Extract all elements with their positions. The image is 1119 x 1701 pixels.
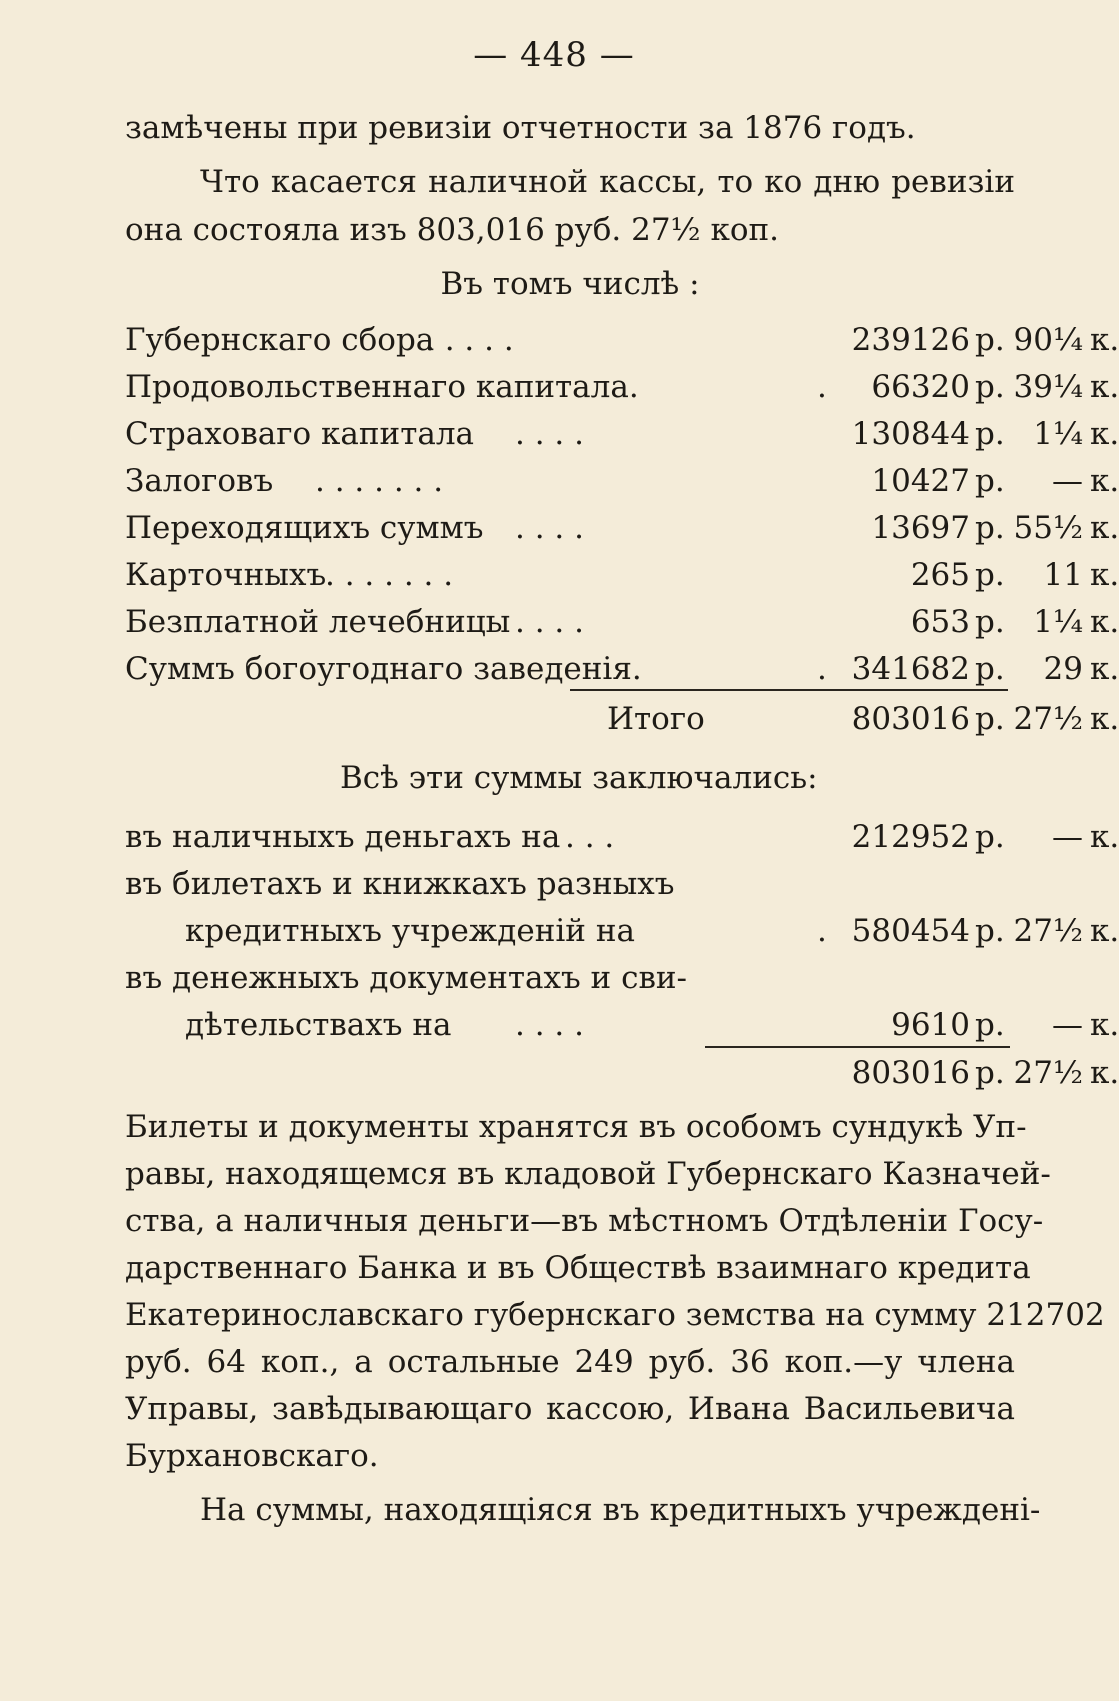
leader-dots: . (817, 651, 827, 687)
rub-mark: р. (975, 416, 1005, 452)
kop-mark: к. (1090, 510, 1119, 546)
row-label: кредитныхъ учрежденій на (185, 913, 635, 949)
row-kopecks: 55½ (1013, 510, 1083, 546)
holding-row-cash (125, 815, 1119, 859)
row-kopecks: 11 (1043, 557, 1083, 593)
row-label: Страховаго капитала (125, 416, 475, 452)
kop-mark: к. (1090, 819, 1119, 855)
total-row (125, 697, 1119, 741)
row-kopecks: 27½ (1013, 913, 1083, 949)
rub-mark: р. (975, 913, 1005, 949)
page-number: — 448 — (473, 35, 635, 75)
body-line: Бурхановскаго. (125, 1438, 379, 1474)
rub-mark: р. (975, 1055, 1005, 1091)
leader-dots: . (817, 913, 827, 949)
row-amount: 10427 (871, 463, 970, 499)
row-amount: 130844 (851, 416, 970, 452)
row-amount: 66320 (871, 369, 970, 405)
row-kopecks: 90¼ (1013, 322, 1083, 358)
intro-line: Что касается наличной кассы, то ко дню ревизіи (200, 164, 1015, 200)
table-row (125, 553, 1119, 597)
row-kopecks: — (1052, 463, 1083, 499)
row-label: Продовольственнаго капитала. (125, 369, 639, 405)
table-row (125, 459, 1119, 503)
row-label: Губернскаго сбора (125, 322, 435, 358)
body-line: На суммы, находящіяся въ кредитныхъ учреждені- (200, 1492, 1041, 1528)
total-amount: 803016 (851, 1055, 970, 1091)
table-row (125, 318, 1119, 362)
leader-dots: . . . . (515, 1007, 584, 1043)
sum-rule (705, 1046, 1010, 1048)
row-amount: 13697 (871, 510, 970, 546)
body-line: дарственнаго Банка и въ Обществѣ взаимнаго кредита (125, 1250, 1031, 1286)
total-amount: 803016 (851, 701, 970, 737)
row-label: въ наличныхъ деньгахъ на (125, 819, 561, 855)
table-row (125, 600, 1119, 644)
in-that-number-heading: Въ томъ числѣ : (440, 266, 700, 302)
row-amount: 239126 (851, 322, 970, 358)
body-line: Екатеринославскаго губернскаго земства на сумму 212702 (125, 1297, 1105, 1333)
leader-dots: . . . . . (425, 322, 514, 358)
kop-mark: к. (1090, 463, 1119, 499)
total-kopecks: 27½ (1013, 1055, 1083, 1091)
table-row (125, 412, 1119, 456)
row-amount: 265 (910, 557, 970, 593)
rub-mark: р. (975, 463, 1005, 499)
table-row (125, 365, 1119, 409)
kop-mark: к. (1090, 1055, 1119, 1091)
leader-dots: . . . . . . . (325, 557, 454, 593)
kop-mark: к. (1090, 557, 1119, 593)
leader-dots: . . . . . . . (315, 463, 444, 499)
row-amount: 212952 (851, 819, 970, 855)
row-label: Суммъ богоугоднаго заведенія. (125, 651, 642, 687)
rub-mark: р. (975, 651, 1005, 687)
row-kopecks: 1¼ (1033, 604, 1083, 640)
table-row (125, 647, 1119, 691)
kop-mark: к. (1090, 1007, 1119, 1043)
row-amount: 9610 (891, 1007, 970, 1043)
row-label: Залоговъ (125, 463, 274, 499)
holding-row-docs (125, 1003, 1119, 1047)
kop-mark: к. (1090, 369, 1119, 405)
rub-mark: р. (975, 604, 1005, 640)
holding-row-tickets (125, 909, 1119, 953)
leader-dots: . . . . (515, 416, 584, 452)
kop-mark: к. (1090, 913, 1119, 949)
leader-dots: . . . . (515, 604, 584, 640)
table-row (125, 506, 1119, 550)
intro-line: она состояла изъ 803,016 руб. 27½ коп. (125, 212, 779, 248)
row-label: Переходящихъ суммъ (125, 510, 484, 546)
row-kopecks: 1¼ (1033, 416, 1083, 452)
row-amount: 341682 (851, 651, 970, 687)
intro-line: замѣчены при ревизіи отчетности за 1876 годъ. (125, 110, 916, 146)
leader-dots: . . . . (515, 510, 584, 546)
holding-label-line: въ денежныхъ документахъ и сви- (125, 960, 688, 996)
rub-mark: р. (975, 557, 1005, 593)
rub-mark: р. (975, 819, 1005, 855)
rub-mark: р. (975, 1007, 1005, 1043)
holding-total-row (125, 1051, 1119, 1095)
all-sums-heading: Всѣ эти суммы заключались: (340, 760, 818, 796)
body-line: равы, находящемся въ кладовой Губернскаго Казначей- (125, 1156, 1051, 1192)
row-kopecks: — (1052, 819, 1083, 855)
rub-mark: р. (975, 701, 1005, 737)
total-kopecks: 27½ (1013, 701, 1083, 737)
kop-mark: к. (1090, 604, 1119, 640)
kop-mark: к. (1090, 701, 1119, 737)
rub-mark: р. (975, 322, 1005, 358)
row-label: Карточныхъ (125, 557, 327, 593)
rub-mark: р. (975, 510, 1005, 546)
kop-mark: к. (1090, 322, 1119, 358)
row-label: Безплатной лечебницы (125, 604, 511, 640)
rub-mark: р. (975, 369, 1005, 405)
kop-mark: к. (1090, 416, 1119, 452)
row-kopecks: — (1052, 1007, 1083, 1043)
body-line: Билеты и документы хранятся въ особомъ сундукѣ Уп- (125, 1109, 1027, 1145)
total-label: Итого (607, 701, 705, 737)
row-kopecks: 29 (1043, 651, 1083, 687)
holding-label-line: въ билетахъ и книжкахъ разныхъ (125, 866, 675, 902)
body-line: ства, а наличныя деньги—въ мѣстномъ Отдѣленіи Госу- (125, 1203, 1044, 1239)
row-amount: 580454 (851, 913, 970, 949)
body-line: Управы, завѣдывающаго кассою, Ивана Васильевича (125, 1391, 1015, 1427)
row-kopecks: 39¼ (1013, 369, 1083, 405)
body-line: руб. 64 коп., а остальные 249 руб. 36 коп.—у члена (125, 1344, 1015, 1380)
kop-mark: к. (1090, 651, 1119, 687)
sum-rule (570, 689, 1008, 691)
leader-dots: . (817, 369, 827, 405)
row-label: дѣтельствахъ на (185, 1007, 452, 1043)
row-amount: 653 (910, 604, 970, 640)
leader-dots: . . . (565, 819, 615, 855)
